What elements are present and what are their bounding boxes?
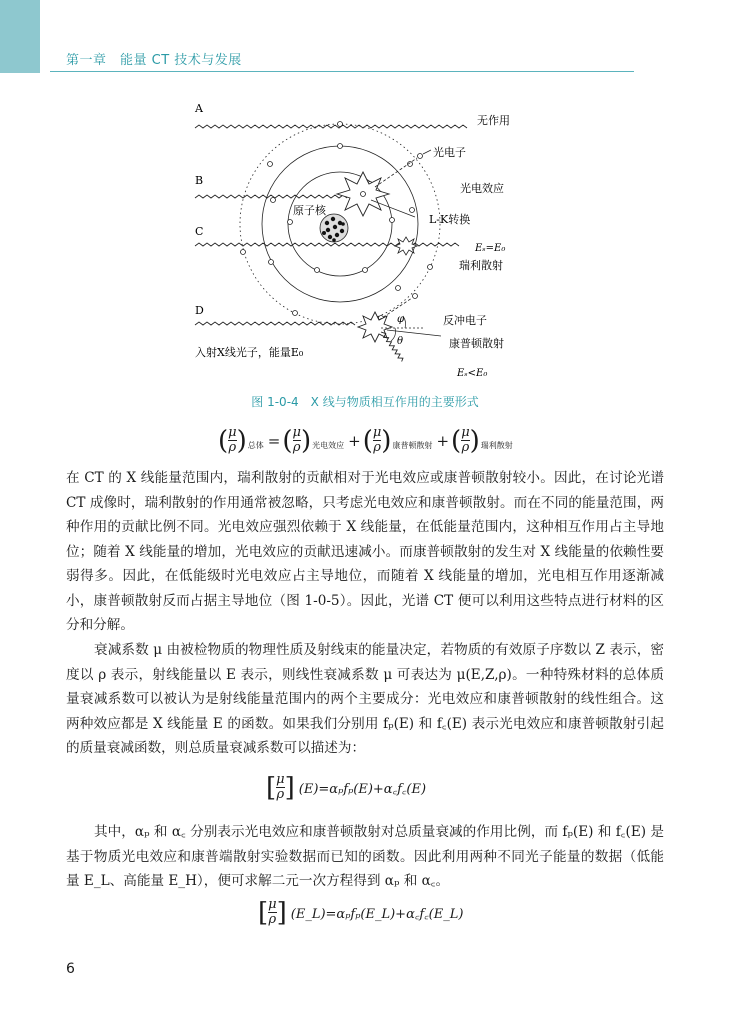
equation-2: [ $\frac{\mu}{\rho}$ ] (E)=αₚfₚ(E)+α꜀f꜀(E) [266, 772, 427, 803]
wave-d [195, 322, 355, 325]
nucleus-icon [320, 214, 348, 242]
label-b: B [195, 174, 204, 187]
paragraph-1: 在 CT 的 X 线能量范围内，瑞利散射的贡献相对于光电效应或康普顿散射较小。因此，在讨论光谱 CT 成像时，瑞利散射的作用通常被忽略，只考虑光电效应和康普顿散射。而在不同的能量范围，两种作用的贡献比例不同。光电效应强烈依赖于 X 线能量，在低能量范围内，这种相互作用占主导地位；随着 X 线能量的增加，光电效应的贡献迅速减小。而康普顿散射的发生对 X 线能量的依赖性要弱得多。因此，在低能级时光电效应占主导地位，而随着 X 线能量的增加，光电相互作用逐渐减小，康普顿散射反而占据主导地位（图 1-0-5）。因此，光谱 CT 便可以利用这些特点进行材料的区分和分解。 [66, 470, 664, 633]
label-incident: 入射X线光子，能量E₀ [195, 346, 304, 359]
label-no-interaction: 无作用 [477, 114, 510, 127]
label-a: A [195, 102, 203, 115]
interaction-diagram [185, 92, 565, 387]
recoil-track [379, 298, 412, 320]
paragraph-3: 其中，αₚ 和 α꜀ 分别表示光电效应和康普顿散射对总质量衰减的作用比例，而 fₚ(E) 和 f꜀(E) 是基于物质光电效应和康普端散射实验数据而已知的函数。因此利用两种不同光子能量的数据（低能量 E_L、高能量 E_H），便可求解二元一次方程得到 αₚ 和 α꜀。 [66, 824, 664, 889]
label-lk: L-K转换 [429, 213, 471, 226]
label-c: C [195, 225, 204, 238]
rayleigh-burst-icon [395, 237, 417, 255]
label-theta: θ [397, 336, 404, 347]
label-d: D [195, 304, 204, 317]
figure-caption: 图 1-0-4 X 线与物质相互作用的主要形式 [251, 395, 479, 409]
paragraph-2: 衰减系数 μ 由被检物质的物理性质及射线束的能量决定，若物质的有效原子序数以 Z 表示，密度以 ρ 表示，射线能量以 E 表示，则线性衰减系数 μ 可表达为 μ(E,Z,ρ)。一种特殊材料的总体质量衰减系数可以被认为是射线能量范围内的两个主要成分：光电效应和康普顿散射的线性组合。这两种效应都是 X 线能量 E 的函数。如果我们分别用 fₚ(E) 和 f꜀(E) 表示光电效应和康普顿散射引起的质量衰减函数，则总质量衰减系数可以描述为： [66, 642, 664, 756]
label-rayleigh: 瑞利散射 [459, 259, 503, 272]
label-compton: 康普顿散射 [449, 337, 504, 350]
chapter-header: 第一章 能量 CT 技术与发展 [66, 53, 242, 68]
wave-c [195, 243, 459, 246]
label-nucleus: 原子核 [293, 204, 326, 217]
label-compton-energy: Eₛ<E₀ [457, 368, 488, 379]
corner-tab [0, 0, 40, 73]
header-rule [50, 71, 634, 72]
wave-a [195, 125, 467, 128]
theta-arc [391, 328, 396, 341]
equation-3: [ $\frac{\mu}{\rho}$ ] (E_L)=αₚfₚ(E_L)+α꜀f꜀(E_L) [258, 897, 464, 928]
label-phi: φ [397, 314, 405, 325]
page-number: 6 [66, 961, 75, 977]
label-recoil: 反冲电子 [443, 314, 487, 327]
wave-b [195, 195, 347, 198]
label-photoelectron: 光电子 [433, 146, 466, 159]
label-rayleigh-energy: Eₛ=E₀ [475, 243, 506, 254]
equation-1: ( $\frac{\mu}{\rho}$ ) 总体 = ( $\frac{\mu}{\rho}$ ) 光电效应 + ( $\frac{\mu}{\rho}$ ) 康普顿散射 + ( $\frac{\mu}{\rho}$ ) 瑞利散射 [218, 425, 513, 456]
label-photoelectric: 光电效应 [460, 182, 504, 195]
